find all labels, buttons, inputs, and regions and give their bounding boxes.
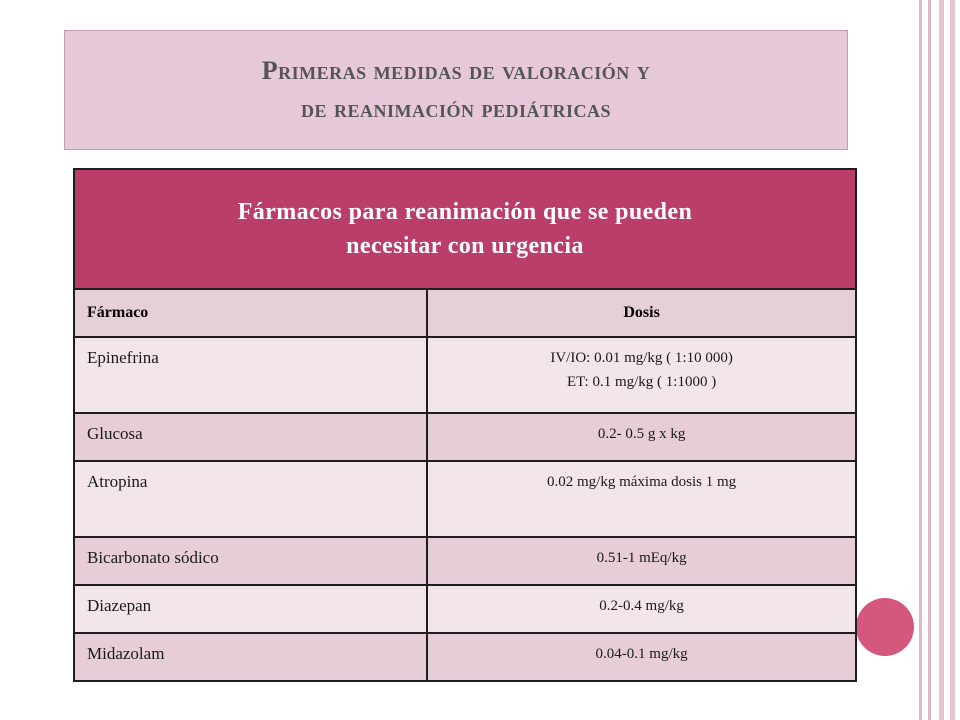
drug-dose xyxy=(427,413,856,461)
table-title xyxy=(74,169,856,289)
table-row xyxy=(74,461,856,537)
drug-dose-line: 0.51-1 mEq/kg xyxy=(596,550,687,566)
column-header-dose: Dosis xyxy=(427,289,856,337)
decorative-circle xyxy=(856,598,914,656)
drug-dose-line: 0.2- 0.5 g x kg xyxy=(597,426,686,442)
table-row xyxy=(74,337,856,413)
slide-title-line-1: Primeras medidas de valoración y xyxy=(261,56,651,85)
slide-title xyxy=(64,30,848,150)
drug-dose xyxy=(427,585,856,633)
table-title-line-1: Fármacos para reanimación que se pueden xyxy=(237,199,693,225)
drug-name: Diazepan xyxy=(74,585,427,633)
drug-name: Epinefrina xyxy=(74,337,427,413)
drug-dose xyxy=(427,537,856,585)
drug-table xyxy=(73,168,857,682)
table-row xyxy=(74,633,856,681)
decorative-stripe xyxy=(950,0,955,720)
drug-dose-line: 0.04-0.1 mg/kg xyxy=(595,646,688,662)
table-row xyxy=(74,585,856,633)
drug-name: Glucosa xyxy=(74,413,427,461)
drug-name: Midazolam xyxy=(74,633,427,681)
drug-dose-line: 0.2-0.4 mg/kg xyxy=(599,598,684,614)
decorative-stripe xyxy=(939,0,944,720)
drug-name: Atropina xyxy=(74,461,427,537)
drug-dose xyxy=(427,461,856,537)
slide-title-line-2: de reanimación pediátricas xyxy=(300,94,612,123)
decorative-stripe xyxy=(928,0,931,720)
table-title-line-2: necesitar con urgencia xyxy=(346,233,584,259)
decorative-stripe xyxy=(919,0,922,720)
drug-dose-line: IV/IO: 0.01 mg/kg ( 1:10 000) xyxy=(550,350,733,366)
table-row xyxy=(74,413,856,461)
table-row xyxy=(74,537,856,585)
drug-dose-line: 0.02 mg/kg máxima dosis 1 mg xyxy=(547,474,737,490)
drug-dose xyxy=(427,337,856,413)
column-header-drug: Fármaco xyxy=(74,289,427,337)
drug-name: Bicarbonato sódico xyxy=(74,537,427,585)
drug-dose xyxy=(427,633,856,681)
drug-dose-line: ET: 0.1 mg/kg ( 1:1000 ) xyxy=(566,374,717,390)
